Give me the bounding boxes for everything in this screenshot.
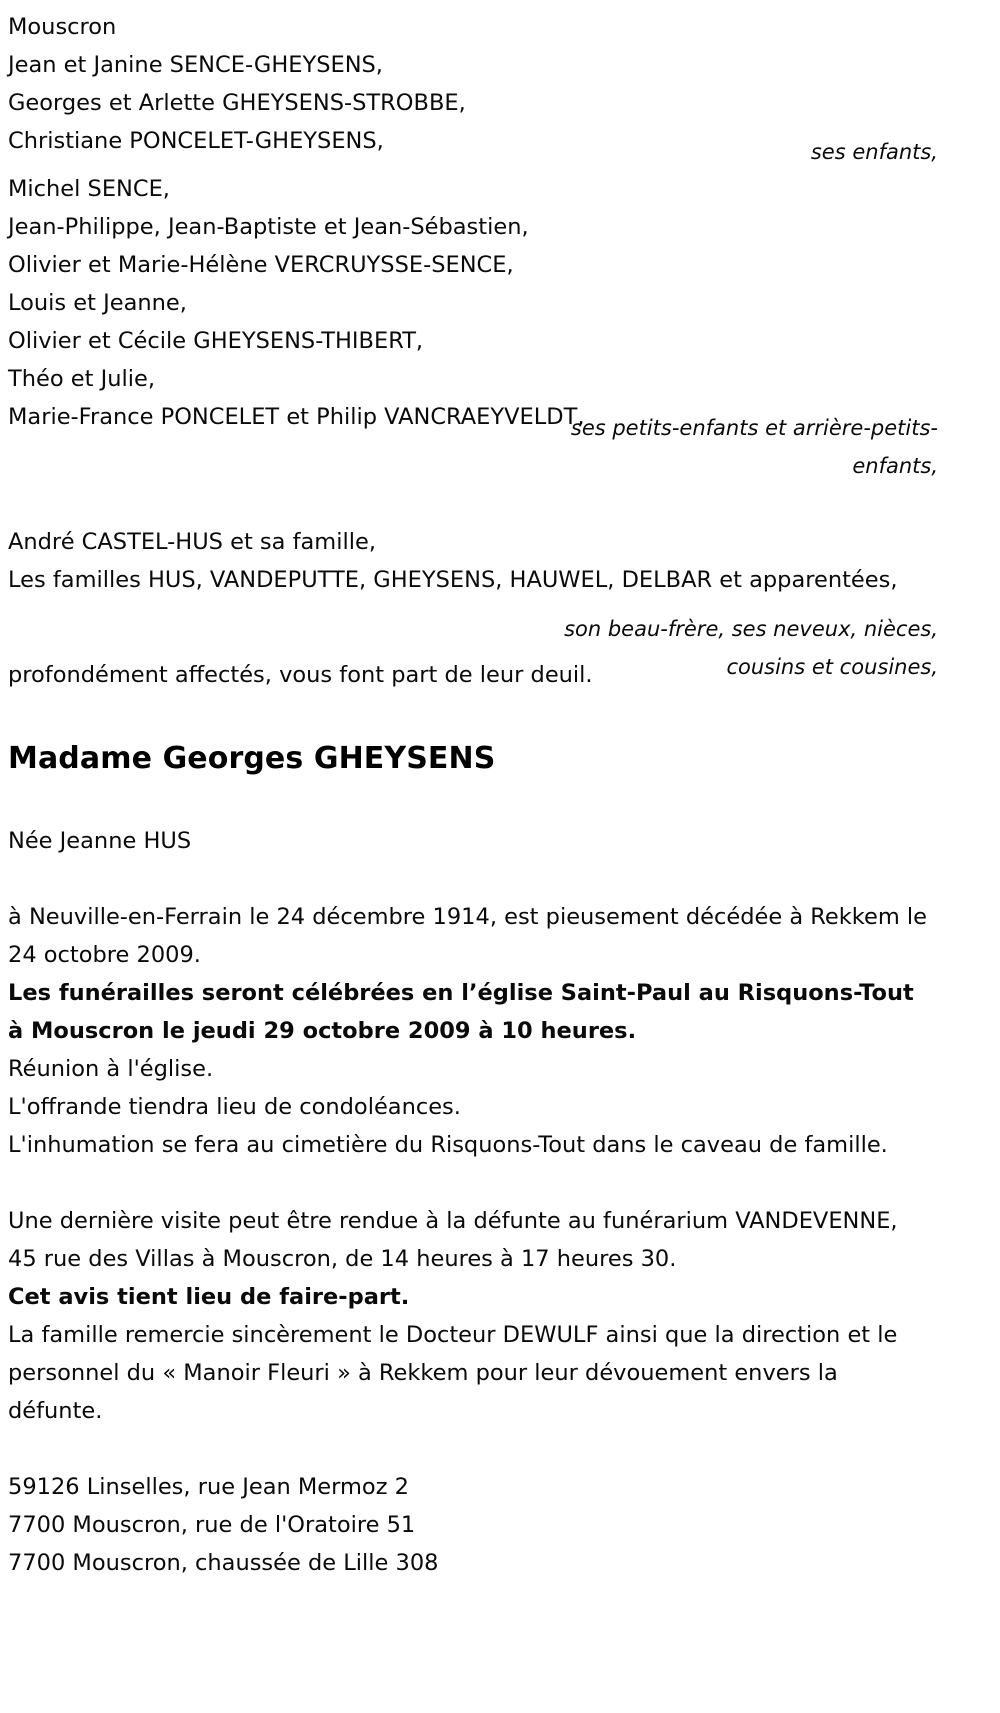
detail-offering: L'offrande tiendra lieu de condoléances.: [8, 1094, 461, 1120]
announcement-text: profondément affectés, vous font part de leur deuil.: [8, 662, 593, 688]
family-line-extended-2: Les familles HUS, VANDEPUTTE, GHEYSENS, HAUWEL, DELBAR et apparentées,: [8, 567, 898, 593]
family-line-children-3: Christiane PONCELET-GHEYSENS,: [8, 128, 384, 154]
family-line-grandchildren-7: Marie-France PONCELET et Philip VANCRAEYVELDT,: [8, 404, 585, 430]
address-line-2: 7700 Mouscron, rue de l'Oratoire 51: [8, 1512, 416, 1538]
family-line-children-2: Georges et Arlette GHEYSENS-STROBBE,: [8, 90, 466, 116]
relation-label-children: ses enfants,: [810, 140, 938, 164]
family-line-children-1: Jean et Janine SENCE-GHEYSENS,: [8, 52, 383, 78]
address-line-3: 7700 Mouscron, chaussée de Lille 308: [8, 1550, 439, 1576]
detail-visit: Une dernière visite peut être rendue à la défunte au funérarium VANDEVENNE, 45 rue des Villas à Mouscron, de 14 heures à 17 heures 30.: [8, 1208, 898, 1272]
deceased-maiden-name: Née Jeanne HUS: [8, 828, 192, 854]
detail-thanks: La famille remercie sincèrement le Docteur DEWULF ainsi que la direction et le personnel du « Manoir Fleuri » à Rekkem pour leur dévouement envers la défunte.: [8, 1322, 898, 1424]
relation-label-grandchildren: ses petits-enfants et arrière-petits-enfants,: [570, 416, 938, 478]
detail-birth-death: à Neuville-en-Ferrain le 24 décembre 1914, est pieusement décédée à Rekkem le 24 octobre 2009.: [8, 904, 927, 968]
detail-burial: L'inhumation se fera au cimetière du Risquons-Tout dans le caveau de famille.: [8, 1132, 888, 1158]
city-label: Mouscron: [8, 14, 117, 40]
detail-notice: Cet avis tient lieu de faire-part.: [8, 1284, 410, 1310]
family-line-grandchildren-4: Louis et Jeanne,: [8, 290, 187, 316]
family-line-grandchildren-6: Théo et Julie,: [8, 366, 155, 392]
family-line-grandchildren-3: Olivier et Marie-Hélène VERCRUYSSE-SENCE,: [8, 252, 514, 278]
detail-meeting: Réunion à l'église.: [8, 1056, 214, 1082]
family-line-grandchildren-2: Jean-Philippe, Jean-Baptiste et Jean-Sébastien,: [8, 214, 529, 240]
family-line-extended-1: André CASTEL-HUS et sa famille,: [8, 529, 376, 555]
family-line-grandchildren-5: Olivier et Cécile GHEYSENS-THIBERT,: [8, 328, 424, 354]
family-line-grandchildren-1: Michel SENCE,: [8, 176, 170, 202]
deceased-name-heading: Madame Georges GHEYSENS: [8, 741, 496, 776]
detail-funeral: Les funérailles seront célébrées en l’église Saint-Paul au Risquons-Tout à Mouscron le jeudi 29 octobre 2009 à 10 heures.: [8, 980, 914, 1044]
relation-label-extended: son beau-frère, ses neveux, nièces, cousins et cousines,: [564, 617, 938, 679]
address-line-1: 59126 Linselles, rue Jean Mermoz 2: [8, 1474, 409, 1500]
